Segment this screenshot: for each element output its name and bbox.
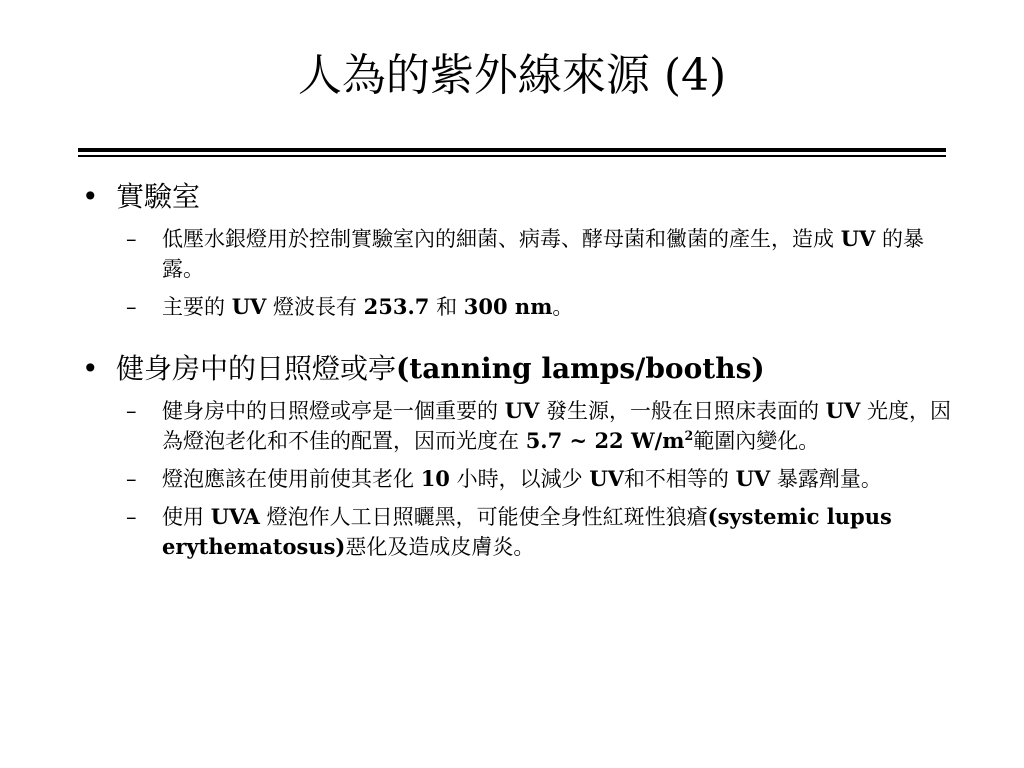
text-run: 低壓水銀燈用於控制實驗室內的細菌、病毒、酵母菌和黴菌的產生，造成 — [162, 227, 841, 251]
sub-item-text — [162, 467, 882, 491]
text-run: 和不相等的 — [623, 467, 736, 491]
bullet-heading — [80, 178, 960, 216]
sub-item — [80, 292, 960, 322]
dash-icon: – — [126, 227, 137, 251]
text-run: 的暴露。 — [162, 227, 924, 281]
sub-item-text — [162, 399, 951, 453]
text-run-bold: UV — [840, 226, 876, 251]
title-divider-thick — [78, 148, 946, 152]
bullet-heading — [80, 350, 960, 388]
sub-item — [80, 502, 960, 562]
text-run: 使用 — [162, 505, 211, 529]
text-run: 主要的 — [162, 295, 232, 319]
bullet-icon: • — [82, 180, 99, 213]
sub-item — [80, 396, 960, 456]
text-run: 燈波長有 — [266, 295, 364, 319]
text-run-bold: UV — [825, 398, 861, 423]
slide-title: 人為的紫外線來源 (4) — [297, 50, 727, 101]
heading-text: 健身房中的日照燈或亭 — [116, 352, 397, 385]
text-run: 光度，因為燈泡老化和不佳的配置，因而光度在 — [162, 399, 951, 453]
text-run-bold: UV — [735, 466, 771, 491]
slide-content — [80, 178, 960, 562]
text-run: 。 — [552, 295, 574, 319]
dash-icon: – — [126, 467, 137, 491]
superscript: 2 — [684, 428, 694, 443]
dash-icon: – — [126, 399, 137, 423]
text-run-bold: 300 nm — [463, 294, 553, 319]
text-run-bold: 5.7 ~ 22 W/m — [525, 428, 685, 453]
dash-icon: – — [126, 295, 137, 319]
bullet-icon: • — [82, 352, 99, 385]
text-run-bold: UV — [589, 466, 624, 491]
text-run: 惡化及造成皮膚炎。 — [345, 535, 535, 559]
text-run: 小時，以減少 — [449, 467, 590, 491]
text-run: 和 — [429, 295, 464, 319]
text-run: 暴露劑量。 — [770, 467, 882, 491]
text-run: 範圍內變化。 — [693, 429, 820, 453]
title-divider-thin — [78, 155, 946, 157]
sub-item-text — [162, 227, 924, 281]
section-laboratory — [80, 178, 960, 322]
sub-item-text — [162, 505, 892, 559]
text-run-bold: (systemic lupus erythematosus) — [162, 504, 892, 559]
dash-icon: – — [126, 505, 137, 529]
sub-item — [80, 464, 960, 494]
text-run-bold: 253.7 — [363, 294, 430, 319]
text-run: 發生源，一般在日照床表面的 — [539, 399, 826, 423]
sub-item — [80, 224, 960, 284]
text-run-bold: UVA — [210, 504, 260, 529]
sub-item-text — [162, 295, 573, 319]
text-run: 燈泡應該在使用前使其老化 — [162, 467, 421, 491]
text-run: 健身房中的日照燈或亭是一個重要的 — [162, 399, 505, 423]
heading-text: 實驗室 — [116, 180, 201, 213]
text-run-bold: 10 — [420, 466, 450, 491]
section-tanning — [80, 350, 960, 562]
heading-suffix: (tanning lamps/booths) — [396, 352, 765, 385]
text-run-bold: UV — [231, 294, 267, 319]
text-run: 燈泡作人工日照曬黑，可能使全身性紅斑性狼瘡 — [259, 505, 708, 529]
text-run-bold: UV — [504, 398, 540, 423]
